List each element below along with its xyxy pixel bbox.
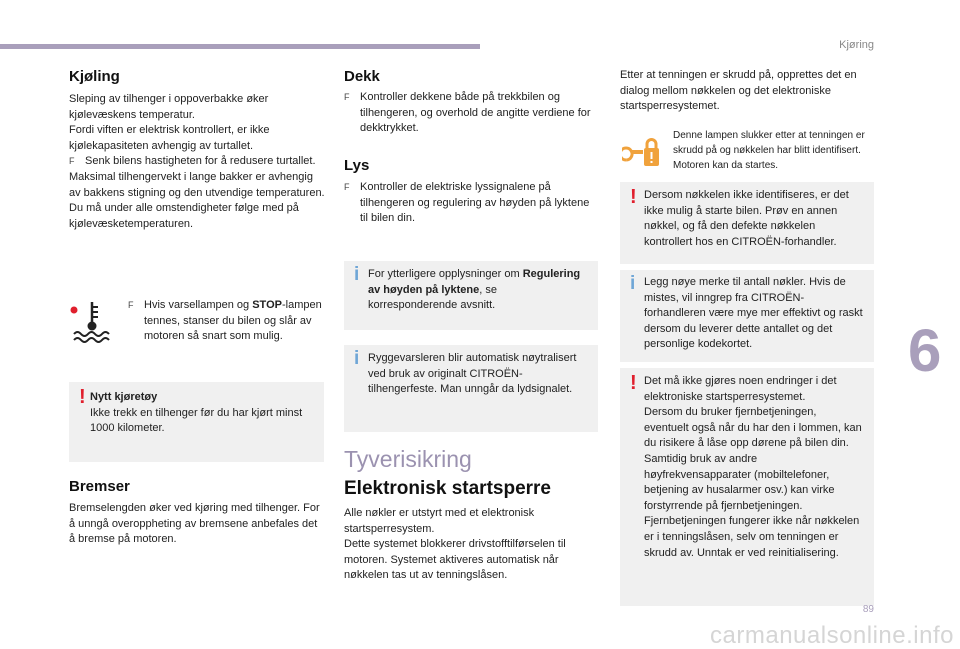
warning-icon: ! bbox=[630, 372, 637, 394]
lamp-instruction bbox=[128, 298, 322, 345]
info2-text: Ryggevarsleren blir automatisk nøytralisert ved bruk av originalt CITROËN-tilhengerfeste. Man unngår da lydsignalet. bbox=[368, 352, 577, 396]
warn1-text: Dersom nøkkelen ikke identifiseres, er det ikke mulig å starte bilen. Prøv en annen nøkkel, og få den defekte nøkkelen kontrollert hos en CITROËN-forhandler. bbox=[644, 189, 849, 248]
lamp-bullet bbox=[128, 298, 322, 345]
startsperre-body bbox=[344, 506, 600, 584]
chapter-tab bbox=[908, 317, 960, 384]
bullet-marker: F bbox=[128, 300, 134, 310]
info-text: Legg nøye merke til antall nøkler. Hvis de mistes, vil inngrep fra CITROËN-forhandleren være mye mer effektivt og raskt dersom du leverer dette antallet og det personlige kodekortet. bbox=[644, 276, 863, 351]
warn2-p1: Det må ikke gjøres noen endringer i det elektroniske startsperresystemet. bbox=[644, 375, 837, 403]
warning-icon: ! bbox=[79, 386, 86, 408]
watermark: carmanualsonline.info bbox=[710, 622, 954, 649]
warning-text: Ikke trekk en tilhenger før du har kjørt minst 1000 kilometer. bbox=[90, 406, 303, 435]
bullet-marker: F bbox=[344, 92, 350, 102]
lys-bullet-row bbox=[344, 180, 600, 227]
dekk-bullet-row bbox=[344, 90, 600, 137]
bullet-marker: F bbox=[69, 156, 75, 167]
warning-box-key-not-identified bbox=[620, 182, 874, 264]
info1-text-a: For ytterligere opplysninger om bbox=[368, 268, 523, 280]
lys-bullet bbox=[344, 180, 600, 227]
info-icon: i bbox=[630, 273, 636, 294]
kjoling-p4: Du må under alle omstendigheter følge med på kjølevæsketemperaturen. bbox=[69, 202, 299, 230]
warning-icon: ! bbox=[630, 186, 637, 208]
warning-box-modifications bbox=[620, 368, 874, 606]
kjoling-bullet-text: Senk bilens hastigheten for å redusere turtallet. bbox=[85, 155, 316, 168]
bremser-heading: Bremser bbox=[69, 478, 130, 495]
info-box-parking-sensor bbox=[344, 345, 598, 432]
info-box-headlight bbox=[344, 261, 598, 330]
bullet-marker: F bbox=[344, 182, 350, 192]
lamp-caption: Denne lampen slukker etter at tenningen er skrudd på og nøkkelen har blitt identifisert. Motoren kan da startes. bbox=[673, 130, 865, 171]
section-title: Tyverisikring bbox=[344, 446, 472, 472]
dekk-bullet-text: Kontroller dekkene både på trekkbilen og tilhengeren, og overhold de angitte verdiene for dekktrykket. bbox=[360, 91, 591, 135]
info1-text-b: , se korresponderende avsnitt. bbox=[368, 283, 497, 312]
coolant-temperature-icon bbox=[70, 298, 114, 344]
stop-label: STOP bbox=[252, 299, 282, 311]
lamp-text-a: Hvis varsellampen og bbox=[144, 299, 253, 311]
lamp-text-b: -lampen tennes, stanser du bilen og slår av motoren så snart som mulig. bbox=[144, 299, 322, 343]
info-box-key-count bbox=[620, 270, 874, 362]
warning-box-new-vehicle bbox=[69, 382, 324, 462]
lys-heading: Lys bbox=[344, 157, 370, 174]
kjoling-bullet bbox=[69, 154, 325, 170]
startsperre-p1: Alle nøkler er utstyrt med et elektronisk startsperresystem. bbox=[344, 507, 535, 535]
immobiliser-intro: Etter at tenningen er skrudd på, opprettes det en dialog mellom nøkkelen og det elektroniske startsperresystemet. bbox=[620, 69, 857, 113]
key-lock-warning-icon bbox=[622, 138, 662, 168]
kjoling-heading: Kjøling bbox=[69, 68, 120, 85]
page-number: 89 bbox=[862, 604, 874, 615]
chapter-title: Kjøring bbox=[839, 39, 874, 51]
warning-title: Nytt kjøretøy bbox=[90, 391, 158, 403]
kjoling-p2: Fordi viften er elektrisk kontrollert, er ikke kjølekapasiteten avhengig av turtallet. bbox=[69, 124, 270, 152]
lamp-text bbox=[144, 298, 322, 345]
info-icon: i bbox=[354, 264, 360, 285]
startsperre-p2: Dette systemet blokkerer drivstofftilførselen til motoren. Systemet aktiveres automatisk når nøkkelen tas ut av tenningslåsen. bbox=[344, 538, 566, 582]
dekk-heading: Dekk bbox=[344, 68, 380, 85]
info1-bold: Regulering av høyden på lyktene bbox=[368, 268, 581, 296]
warn2-p3: Samtidig bruk av andre høyfrekvensapparater (mobiltelefoner, betjening av husalarmer osv.) kan virke forstyrrende på fjernbetjeningen. bbox=[644, 452, 835, 512]
header-bar bbox=[0, 44, 480, 49]
warn2-p2: Dersom du bruker fjernbetjeningen, eventuelt også når du har den i lommen, kan du risikere å låse opp dørene på bilen din. bbox=[644, 406, 862, 450]
startsperre-heading: Elektronisk startsperre bbox=[344, 478, 551, 499]
dekk-bullet bbox=[344, 90, 600, 137]
chapter-number: 6 bbox=[908, 317, 942, 384]
bremser-text: Bremselengden øker ved kjøring med tilhenger. For å unngå overoppheting av bremsene anbefales det å bremse på motoren. bbox=[69, 502, 320, 546]
info-icon: i bbox=[354, 348, 360, 369]
kjoling-p1: Sleping av tilhenger i oppoverbakke øker kjølevæskens temperatur. bbox=[69, 93, 269, 121]
kjoling-body bbox=[69, 92, 325, 232]
warn2-p4: Fjernbetjeningen fungerer ikke når nøkkelen er i tenningslåsen, selv om tenningen er skrudd av. Unntak er ved reinitialisering. bbox=[644, 515, 860, 559]
lys-bullet-text: Kontroller de elektriske lyssignalene på tilhengeren og regulering av høyden på lyktene til bilen din. bbox=[360, 181, 590, 225]
kjoling-p3: Maksimal tilhengervekt i lange bakker er avhengig av bakkens stigning og den utvendige temperaturen. bbox=[69, 170, 325, 199]
